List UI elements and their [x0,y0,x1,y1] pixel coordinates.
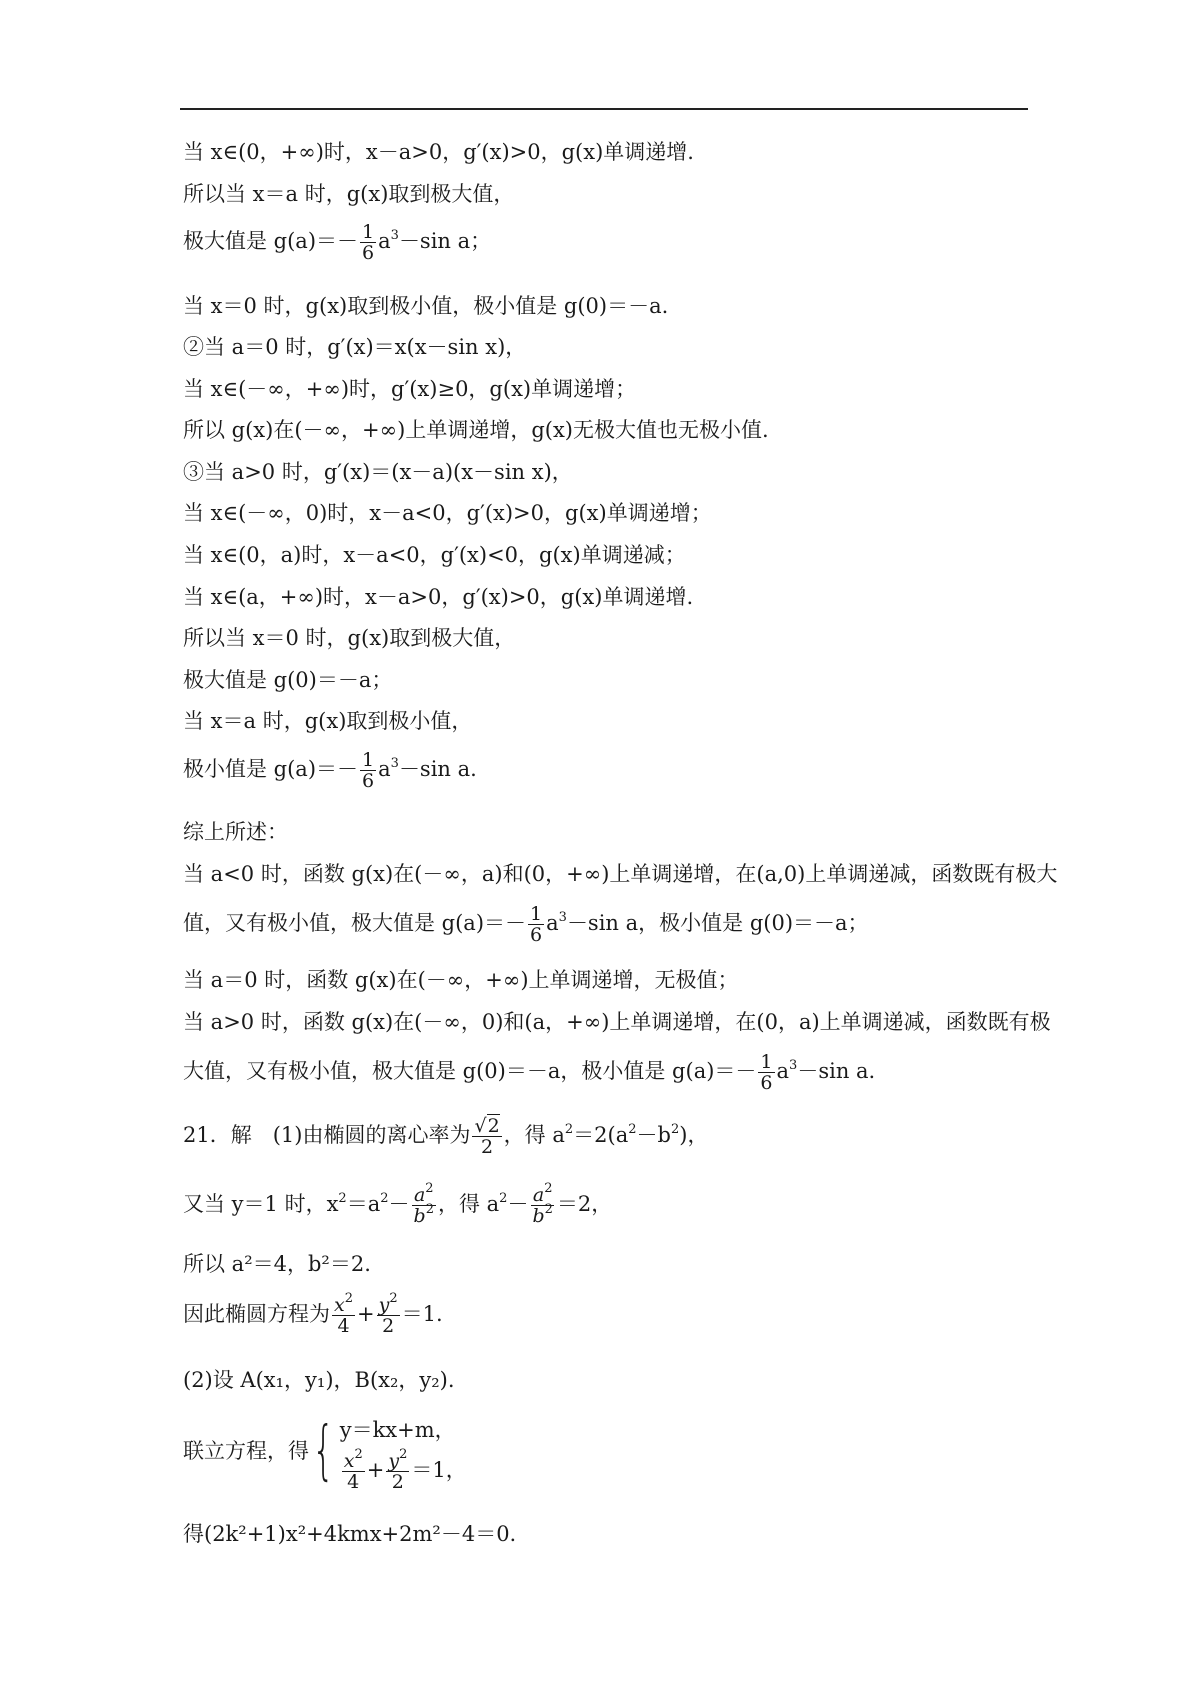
text-line: 得(2k²+1)x²+4kmx+2m²－4＝0. [183,1522,517,1546]
equation-system: y＝kx+m， $\frac{x^2}{4}$ + $\frac{y^2}{2}$ ＝1， [339,1418,467,1493]
text-line: 当 a＝0 时，函数 g(x)在(－∞，+∞)上单调递增，无极值； [183,968,739,992]
text-line: 当 x∈(－∞，0)时，x－a<0，g′(x)>0，g(x)单调递增； [183,501,712,525]
fraction: $\frac{1}{6}$ [362,749,375,792]
fraction: $\frac{√2}{2}$ [474,1115,500,1158]
text-line: 值，又有极小值，极大值是 g(a)＝－ $\frac{1}{6}$ $a^3-\sin$ a，极小值是 g(0)＝－a； [183,903,869,946]
fraction: $\frac{x^2}{4}$ [334,1291,353,1337]
text-line: ③当 a>0 时，g′(x)＝(x－a)(x－sin x)， [183,460,573,484]
sqrt: √2 [474,1115,500,1137]
text-line: (2)设 A(x₁，y₁)，B(x₂，y₂). [183,1368,455,1392]
text-line: 所以 g(x)在(－∞，+∞)上单调递增，g(x)无极大值也无极小值. [183,418,769,442]
text-line: 综上所述： [183,820,288,844]
header-rule [180,108,1028,110]
fraction: $\frac{1}{6}$ [760,1051,773,1094]
fraction: $\frac{1}{6}$ [530,903,543,946]
text-line: 联立方程，得{ y＝kx+m， $\frac{x^2}{4}$ + $\frac{y^2}{2}$ ＝1， [183,1410,467,1492]
text-line: 极大值是 g(a)＝－ $\frac{1}{6}$ $a^3-\sin$ a； [183,221,492,264]
text-line: 当 x＝0 时，g(x)取到极小值，极小值是 g(0)＝－a. [183,294,669,318]
text-line: 当 x∈(0，+∞)时，x－a>0，g′(x)>0，g(x)单调递增. [183,140,694,164]
fraction: $\frac{a^2}{b^2}$ [532,1181,553,1227]
fraction: $\frac{y^2}{2}$ [388,1447,408,1493]
text-line: 当 a<0 时，函数 g(x)在(－∞，a)和(0，+∞)上单调递增，在(a,0)上单调递减，函数既有极大 [183,862,1058,886]
text-line: 大值，又有极小值，极大值是 g(0)＝－a，极小值是 g(a)＝－ $\frac{1}{6}$ $a^3-\sin$ a. [183,1051,876,1094]
fraction: $\frac{1}{6}$ [362,221,375,264]
text-line: ②当 a＝0 时，g′(x)＝x(x－sin x)， [183,335,527,359]
text-line: 当 x∈(0，a)时，x－a<0，g′(x)<0，g(x)单调递减； [183,543,686,567]
text-line: 当 x∈(a，+∞)时，x－a>0，g′(x)>0，g(x)单调递增. [183,585,694,609]
fraction: $\frac{x^2}{4}$ [343,1447,363,1493]
text-line: 极大值是 g(0)＝－a； [183,668,393,692]
brace: { [312,1414,335,1488]
text-line: 所以 a²＝4，b²＝2. [183,1252,371,1276]
fraction: $\frac{a^2}{b^2}$ [413,1181,434,1227]
text-line: 当 x＝a 时，g(x)取到极小值， [183,709,473,733]
text-line: 21．解 (1)由椭圆的离心率为 $\frac{√2}{2}$ ，得 $a^2=2(a^2-b^2)$， [183,1115,709,1158]
text-line: 所以当 x＝0 时，g(x)取到极大值， [183,626,516,650]
text-line: 当 a>0 时，函数 g(x)在(－∞，0)和(a，+∞)上单调递增，在(0，a)上单调递减，函数既有极 [183,1010,1051,1034]
text-line: 极小值是 g(a)＝－ $\frac{1}{6}$ $a^3-\sin$ a. [183,749,477,792]
text-line: 所以当 x＝a 时，g(x)取到极大值， [183,182,515,206]
text-line: 因此椭圆方程为 $\frac{x^2}{4}$ + $\frac{y^2}{2}$ ＝1. [183,1291,443,1337]
text-line: 又当 y＝1 时，$x^2=a^2-$ $\frac{a^2}{b^2}$ ，得 $a^2-$ $\frac{a^2}{b^2}$ ＝2， [183,1181,613,1227]
text-line: 当 x∈(－∞，+∞)时，g′(x)≥0，g(x)单调递增； [183,377,637,401]
fraction: $\frac{y^2}{2}$ [378,1291,398,1337]
